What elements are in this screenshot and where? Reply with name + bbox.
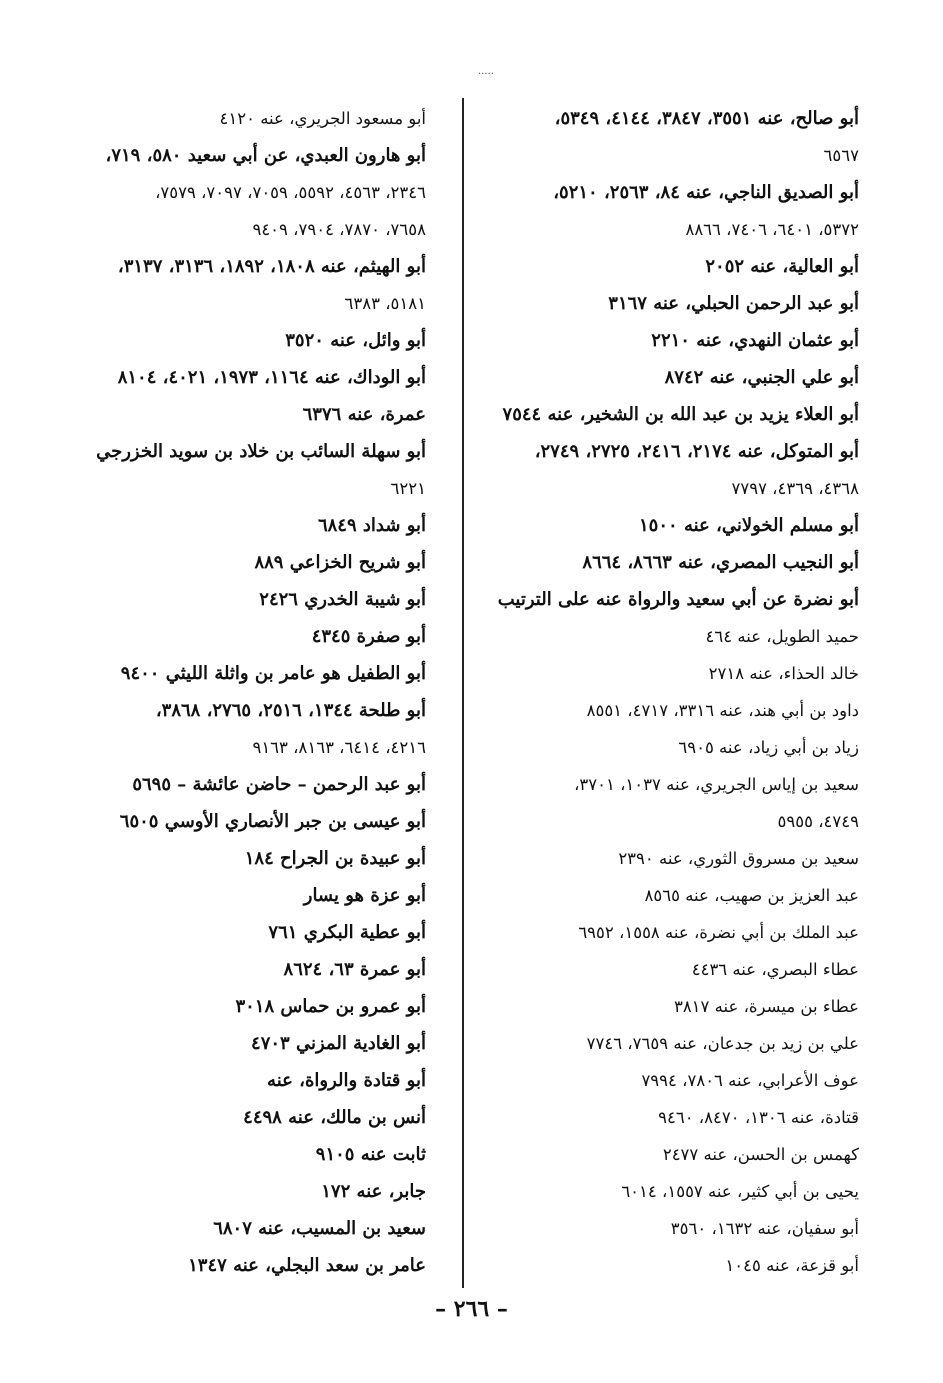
index-entry-line: يحيى بن أبي كثير، عنه ١٥٥٧، ٦٠١٤	[621, 1182, 859, 1201]
index-entry-line: أبو الغادية المزني ٤٧٠٣	[251, 1033, 426, 1054]
index-entry-line: أبو سهلة السائب بن خلاد بن سويد الخزرجي	[96, 441, 426, 462]
index-entry-line: عوف الأعرابي، عنه ٧٨٠٦، ٧٩٩٤	[641, 1071, 859, 1090]
index-entry-line: ٦٢٢١	[390, 479, 426, 498]
index-entry-line: سعيد بن إياس الجريري، عنه ١٠٣٧، ٣٧٠١،	[574, 775, 859, 794]
index-entry-line: أبو عبيدة بن الجراح ١٨٤	[244, 848, 426, 869]
index-entry-line: عمرة، عنه ٦٣٧٦	[302, 404, 426, 425]
index-entry-line: أنس بن مالك، عنه ٤٤٩٨	[243, 1107, 426, 1128]
index-entry-line: أبو وائل، عنه ٣٥٢٠	[285, 330, 426, 351]
index-entry-line: قتادة، عنه ١٣٠٦، ٨٤٧٠، ٩٤٦٠	[658, 1108, 859, 1127]
index-entry-line: أبو صفرة ٤٣٤٥	[311, 626, 426, 647]
index-entry-line: ٤٧٤٩، ٥٩٥٥	[777, 812, 859, 831]
index-entry-line: أبو قتادة والرواة، عنه	[267, 1070, 426, 1091]
index-entry-line: أبو عبد الرحمن الحبلي، عنه ٣١٦٧	[608, 293, 859, 314]
index-entry-line: أبو عثمان النهدي، عنه ٢٢١٠	[651, 330, 859, 351]
index-entry-line: عامر بن سعد البجلي، عنه ١٣٤٧	[188, 1255, 426, 1276]
top-mark: .....	[478, 66, 494, 77]
index-entry-line: خالد الحذاء، عنه ٢٧١٨	[708, 664, 859, 683]
index-entry-line: أبو شريح الخزاعي ٨٨٩	[254, 552, 426, 573]
index-entry-line: أبو عمرو بن حماس ٣٠١٨	[235, 996, 426, 1017]
index-entry-line: أبو شداد ٦٨٤٩	[317, 515, 426, 536]
left-column	[60, 100, 426, 1284]
index-entry-line: أبو عزة هو يسار	[303, 885, 426, 906]
index-entry-line: أبو عمرة ٦٣، ٨٦٢٤	[283, 959, 426, 980]
index-entry-line: أبو النجيب المصري، عنه ٨٦٦٣، ٨٦٦٤	[582, 552, 859, 573]
index-entry-line: علي بن زيد بن جدعان، عنه ٧٦٥٩، ٧٧٤٦	[586, 1034, 859, 1053]
index-entry-line: زياد بن أبي زياد، عنه ٦٩٠٥	[678, 738, 859, 757]
index-entry-line: أبو نضرة عن أبي سعيد والرواة عنه على الترتيب	[497, 589, 859, 610]
index-entry-line: ٤٣٦٨، ٤٣٦٩، ٧٧٩٧	[731, 479, 859, 498]
index-entry-line: أبو سفيان، عنه ١٦٣٢، ٣٥٦٠	[670, 1219, 859, 1238]
index-entry-line: ٤٢١٦، ٦٤١٤، ٨١٦٣، ٩١٦٣	[252, 738, 426, 757]
index-entry-line: أبو عبد الرحمن – حاضن عائشة – ٥٦٩٥	[132, 774, 426, 795]
index-entry-line: أبو عطية البكري ٧٦١	[268, 922, 426, 943]
index-entry-line: سعيد بن المسيب، عنه ٦٨٠٧	[213, 1218, 426, 1239]
page-number: – ٢٦٦ –	[435, 1296, 508, 1322]
index-entry-line: ٥١٨١، ٦٣٨٣	[344, 294, 426, 313]
index-entry-line: أبو المتوكل، عنه ٢١٧٤، ٢٤١٦، ٢٧٢٥، ٢٧٤٩،	[534, 441, 859, 462]
index-entry-line: كهمس بن الحسن، عنه ٢٤٧٧	[662, 1145, 859, 1164]
index-entry-line: أبو الطفيل هو عامر بن واثلة الليثي ٩٤٠٠	[120, 663, 426, 684]
index-entry-line: أبو عيسى بن جبر الأنصاري الأوسي ٦٥٠٥	[119, 811, 426, 832]
index-entry-line: داود بن أبي هند، عنه ٣٣١٦، ٤٧١٧، ٨٥٥١	[586, 701, 859, 720]
index-entry-line: حميد الطويل، عنه ٤٦٤	[705, 627, 859, 646]
index-entry-line: أبو مسعود الجريري، عنه ٤١٢٠	[219, 109, 426, 128]
index-entry-line: أبو علي الجنبي، عنه ٨٧٤٢	[664, 367, 859, 388]
index-entry-line: أبو الصديق الناجي، عنه ٨٤، ٢٥٦٣، ٥٢١٠،	[553, 182, 859, 203]
index-entry-line: ٥٣٧٢، ٦٤٠١، ٧٤٠٦، ٨٨٦٦	[685, 220, 859, 239]
index-entry-line: ثابت عنه ٩١٠٥	[315, 1144, 426, 1165]
index-entry-line: أبو هارون العبدي، عن أبي سعيد ٥٨٠، ٧١٩،	[105, 145, 426, 166]
index-entry-line: أبو قزعة، عنه ١٠٤٥	[725, 1256, 859, 1275]
index-entry-line: أبو العالية، عنه ٢٠٥٢	[705, 256, 859, 277]
index-entry-line: عبد الملك بن أبي نضرة، عنه ١٥٥٨، ٦٩٥٢	[578, 923, 859, 942]
index-entry-line: ٢٣٤٦، ٤٥٦٣، ٥٥٩٢، ٧٠٥٩، ٧٠٩٧، ٧٥٧٩،	[155, 183, 426, 202]
index-entry-line: أبو طلحة ١٣٤٤، ٢٥١٦، ٢٧٦٥، ٣٨٦٨،	[155, 700, 426, 721]
column-divider	[462, 98, 464, 1288]
index-entry-line: أبو الهيثم، عنه ١٨٠٨، ١٨٩٢، ٣١٣٦، ٣١٣٧،	[117, 256, 426, 277]
index-entry-line: عطاء بن ميسرة، عنه ٣٨١٧	[673, 997, 859, 1016]
index-entry-line: ٧٦٥٨، ٧٨٧٠، ٧٩٠٤، ٩٤٠٩	[252, 220, 426, 239]
index-entry-line: أبو الوداك، عنه ١١٦٤، ١٩٧٣، ٤٠٢١، ٨١٠٤	[117, 367, 426, 388]
right-column	[485, 100, 859, 1284]
index-entry-line: جابر، عنه ١٧٢	[321, 1181, 426, 1202]
index-entry-line: أبو شيبة الخدري ٢٤٢٦	[259, 589, 426, 610]
index-entry-line: أبو مسلم الخولاني، عنه ١٥٠٠	[639, 515, 859, 536]
index-entry-line: أبو العلاء يزيد بن عبد الله بن الشخير، عنه ٧٥٤٤	[502, 404, 859, 425]
index-entry-line: عطاء البصري، عنه ٤٤٣٦	[691, 960, 859, 979]
index-entry-line: ٦٥٦٧	[823, 146, 859, 165]
index-entry-line: سعيد بن مسروق الثوري، عنه ٢٣٩٠	[618, 849, 859, 868]
index-entry-line: أبو صالح، عنه ٣٥٥١، ٣٨٤٧، ٤١٤٤، ٥٣٤٩،	[554, 108, 859, 129]
index-entry-line: عبد العزيز بن صهيب، عنه ٨٥٦٥	[644, 886, 859, 905]
